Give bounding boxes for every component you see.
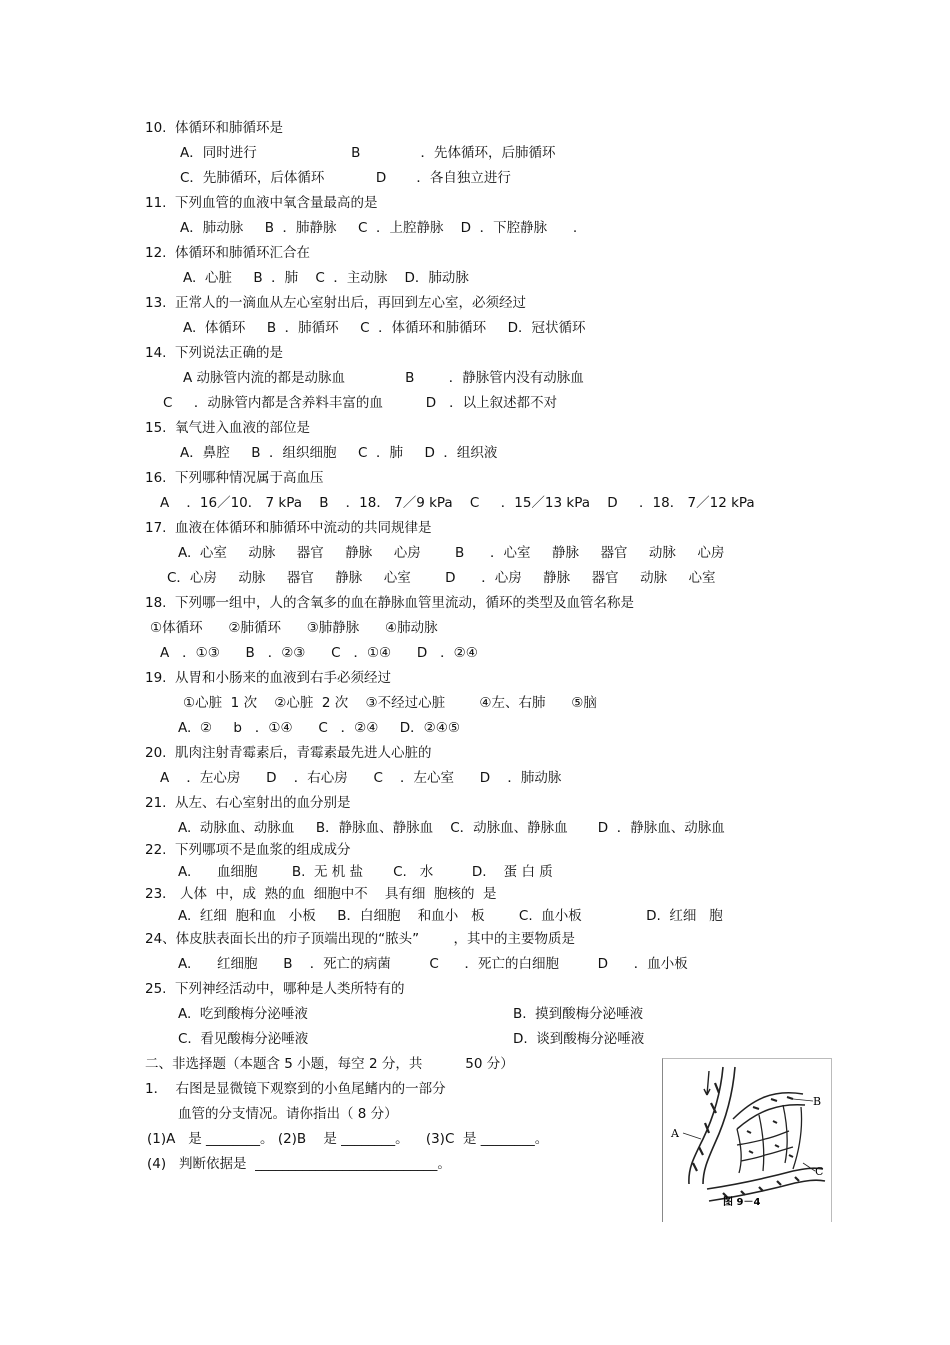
- text-line-q23a: A. 红细 胞和血 小板 B．白细胞 和血小 板 C. 血小板 D. 红细 胞: [178, 908, 723, 924]
- text-line-q18a: ①体循环 ②肺循环 ③肺静脉 ④肺动脉: [150, 620, 438, 636]
- text-line-q11a: A．肺动脉 B ．肺静脉 C ．上腔静脉 D ．下腔静脉 .: [180, 220, 578, 236]
- text-line-q13a: A. 体循环 B ．肺循环 C ．体循环和肺循环 D．冠状循环: [183, 320, 586, 336]
- text-line-q11: 11. 下列血管的血液中氧含量最高的是: [145, 195, 378, 211]
- figure-label-c: C: [815, 1165, 824, 1178]
- text-line-s2: 二、非选择题（本题含 5 小题，每空 2 分，共 50 分）: [145, 1056, 514, 1072]
- text-line-q25: 25. 下列神经活动中，哪种是人类所特有的: [145, 981, 405, 997]
- text-line-q18b: A ．①③ B ．②③ C ．①④ D ．②④: [160, 645, 478, 661]
- text-line-q10b: C．先肺循环，后体循环 D ．各自独立进行: [180, 170, 511, 186]
- text-line-p1b: 血管的分支情况。请你指出（ 8 分）: [178, 1106, 398, 1122]
- text-line-q10: 10. 体循环和肺循环是: [145, 120, 284, 136]
- text-line-q14a: A 动脉管内流的都是动脉血 B ．静脉管内没有动脉血: [183, 370, 584, 386]
- text-line-q19a: ①心脏 1 次 ②心脏 2 次 ③不经过心脏 ④左、右肺 ⑤脑: [183, 695, 597, 711]
- figure-label-b: B: [813, 1095, 822, 1108]
- text-line-q14: 14. 下列说法正确的是: [145, 345, 284, 361]
- text-line-q24a: A. 红细胞 B ．死亡的病菌 C ．死亡的白细胞 D ．血小板: [178, 956, 688, 972]
- text-line-q12a: A. 心脏 B ．肺 C ．主动脉 D．肺动脉: [183, 270, 469, 286]
- text-line-q15a: A．鼻腔 B ．组织细胞 C ．肺 D ．组织液: [180, 445, 498, 461]
- text-line-q25d: D. 谈到酸梅分泌唾液: [513, 1031, 645, 1047]
- text-line-q22: 22. 下列哪项不是血浆的组成成分: [145, 842, 351, 858]
- text-line-q17b: C．心房 动脉 器官 静脉 心室 D ．心房 静脉 器官 动脉 心室: [167, 570, 716, 586]
- text-line-q14b: C ．动脉管内都是含养料丰富的血 D ．以上叙述都不对: [163, 395, 558, 411]
- text-line-q10a: A．同时进行 B ．先体循环，后肺循环: [180, 145, 556, 161]
- text-line-q18: 18. 下列哪一组中，人的含氧多的血在静脉血管里流动，循环的类型及血管名称是: [145, 595, 635, 611]
- text-line-p1d: (4) 判断依据是 ___________________________。: [147, 1156, 451, 1172]
- figure-caption: 图 9－4: [723, 1197, 761, 1208]
- text-line-p1: 1． 右图是显微镜下观察到的小鱼尾鳍内的一部分: [145, 1081, 446, 1097]
- text-line-q25c: C. 看见酸梅分泌唾液: [178, 1031, 309, 1047]
- text-line-q13: 13. 正常人的一滴血从左心室射出后，再回到左心室，必须经过: [145, 295, 527, 311]
- capillary-diagram: [663, 1059, 831, 1221]
- capillary-figure: [662, 1058, 832, 1222]
- text-line-q15: 15. 氧气进入血液的部位是: [145, 420, 311, 436]
- text-line-q19b: A. ② b ．①④ C ．②④ D．②④⑤: [178, 720, 460, 736]
- figure-label-a: A: [671, 1127, 679, 1140]
- text-line-p1c: (1)A 是 ________。 (2)B 是 ________。 (3)C 是 ________。: [147, 1131, 549, 1147]
- text-line-q25a: A. 吃到酸梅分泌唾液: [178, 1006, 308, 1022]
- text-line-q20: 20. 肌肉注射青霉素后，青霉素最先进人心脏的: [145, 745, 432, 761]
- text-line-q24: 24、体皮肤表面长出的疖子顶端出现的“脓头” ，其中的主要物质是: [145, 931, 575, 947]
- text-line-q23: 23． 人体 中，成 熟的血 细胞中不 具有细 胞核的 是: [145, 886, 497, 902]
- text-line-q21: 21. 从左、右心室射出的血分别是: [145, 795, 351, 811]
- text-line-q25b: B. 摸到酸梅分泌唾液: [513, 1006, 644, 1022]
- text-line-q22a: A. 血细胞 B. 无 机 盐 C. 水 D. 蛋 白 质: [178, 864, 553, 880]
- text-line-q20a: A ．左心房 D ．右心房 C ．左心室 D ．肺动脉: [160, 770, 562, 786]
- text-line-q21a: A. 动脉血、动脉血 B．静脉血、静脉血 C．动脉血、静脉血 D ．静脉血、动脉血: [178, 820, 725, 836]
- text-line-q12: 12. 体循环和肺循环汇合在: [145, 245, 311, 261]
- text-line-q16a: A ．16／10． 7 kPa B ．18． 7／9 kPa C ．15／13 kPa D ．18． 7／12 kPa: [160, 495, 755, 511]
- text-line-q17a: A. 心室 动脉 器官 静脉 心房 B ．心室 静脉 器官 动脉 心房: [178, 545, 725, 561]
- text-line-q19: 19. 从胃和小肠来的血液到右手必须经过: [145, 670, 392, 686]
- text-line-q16: 16. 下列哪种情况属于高血压: [145, 470, 324, 486]
- text-line-q17: 17. 血液在体循环和肺循环中流动的共同规律是: [145, 520, 432, 536]
